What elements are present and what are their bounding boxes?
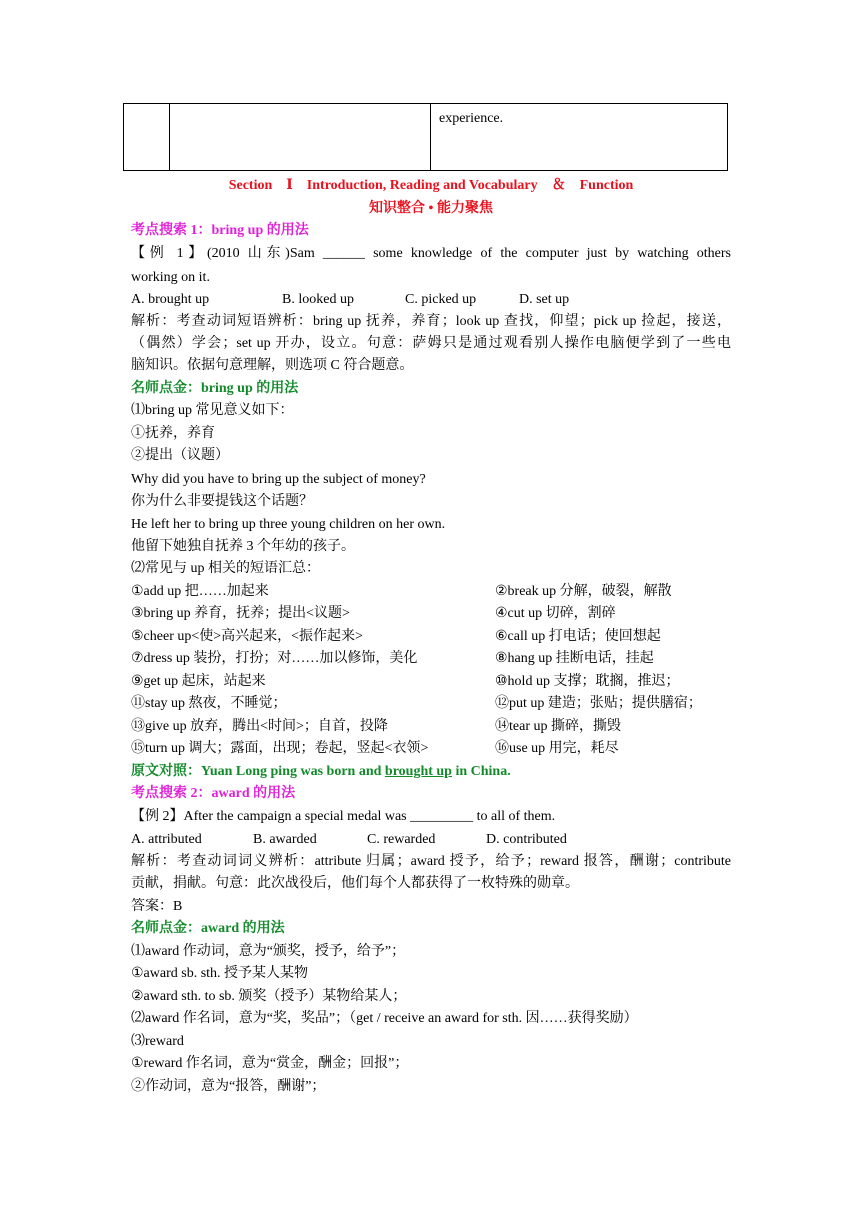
example1-line2: working on it. [131,270,210,285]
phrase-left: ⑮turn up 调大；露面，出现；卷起，竖起<衣领> [131,741,429,756]
option-d: D. set up [519,292,570,307]
phrase-right: ⑥call up 打电话；使回想起 [495,629,661,644]
phrase-row [131,649,731,669]
sentence2-cn: 他留下她独自抚养 3 个年幼的孩子。 [131,539,355,554]
award-line-3: ②award sth. to sb. 颁奖（授予）某物给某人； [131,989,407,1004]
example1-options [131,290,731,310]
award-line-1: ⑴award 作动词，意为“颁奖，授予，给予”； [131,944,406,959]
phrase-row [131,582,731,602]
section-subtitle: 知识整合 • 能力聚焦 [369,201,493,216]
analysis1-line2: （偶然）学会；set up 开办，设立。句意：萨姆只是通过观看别人操作电脑便学到了一些电 [131,336,731,351]
example1-line1: 【例 1】(2010 山东)Sam ______ some knowledge of the computer just by watching others [131,246,731,261]
option-b: B. looked up [282,292,354,307]
sentence1-cn: 你为什么非要提钱这个话题？ [131,494,313,509]
option-a: A. attributed [131,832,202,847]
phrase-right: ②break up 分解，破裂，解散 [495,584,672,599]
meaning-2: ②提出（议题） [131,448,229,463]
award-line-2: ①award sb. sth. 授予某人某物 [131,966,309,981]
phrase-right: ⑩hold up 支撑；耽搁，推迟； [495,674,680,689]
original-pre: 原文对照：Yuan Long ping was born and [131,764,385,779]
phrase-right: ⑯use up 用完，耗尽 [495,741,619,756]
meaning-1: ①抚养，养育 [131,426,215,441]
tip2-heading: 名师点金：award 的用法 [131,921,285,936]
award-line-7: ②作动词，意为“报答，酬谢”； [131,1079,326,1094]
phrase-row [131,627,731,647]
award-line-5: ⑶reward [131,1034,184,1049]
analysis2-line1: 解析：考查动词词义辨析：attribute 归属；award 授予，给予；reward 报答，酬谢；contribute [131,854,731,869]
table-cell-2 [170,104,431,171]
phrase-left: ③bring up 养育，抚养；提出<议题> [131,606,350,621]
example2-line1: 【例 2】After the campaign a special medal was _________ to all of them. [131,809,556,824]
point1-heading: 考点搜索 1：bring up 的用法 [131,223,309,238]
original-text [131,762,731,782]
example2-options [131,830,731,850]
phrase-right: ⑧hang up 挂断电话，挂起 [495,651,654,666]
sentence2-en: He left her to bring up three young children on her own. [131,517,446,532]
option-d: D. contributed [486,832,567,847]
answer2: 答案：B [131,899,183,914]
award-line-4: ⑵award 作名词，意为“奖，奖品”；（get / receive an award for sth. 因……获得奖励） [131,1011,638,1026]
sentence1-en: Why did you have to bring up the subject of money? [131,472,426,487]
award-line-6: ①reward 作名词，意为“赏金，酬金；回报”； [131,1056,409,1071]
analysis1-line3: 脑知识。依据句意理解，则选项 C 符合题意。 [131,358,414,373]
phrase-left: ⑬give up 放弃，腾出<时间>；自首，投降 [131,719,388,734]
section-title: Section Ⅰ Introduction, Reading and Vocabulary ＆ Function [228,178,634,193]
phrase-left: ⑨get up 起床，站起来 [131,674,266,689]
option-c: C. picked up [405,292,477,307]
phrase-left: ⑦dress up 装扮，打扮；对……加以修饰，美化 [131,651,418,666]
original-underlined: brought up [384,764,452,779]
analysis2-line2: 贡献，捐献。句意：此次战役后，他们每个人都获得了一枚特殊的勋章。 [131,876,579,891]
phrase-row [131,717,731,737]
option-b: B. awarded [253,832,317,847]
phrases-intro: ⑵常见与 up 相关的短语汇总： [131,561,320,576]
continuation-table [123,103,728,171]
phrase-row [131,672,731,692]
phrase-left: ①add up 把……加起来 [131,584,269,599]
phrase-left: ⑪stay up 熬夜，不睡觉； [131,696,287,711]
phrase-row [131,739,731,759]
meaning-intro: ⑴bring up 常见意义如下： [131,403,294,418]
phrase-row [131,694,731,714]
phrase-row [131,604,731,624]
phrase-right: ⑭tear up 撕碎，撕毁 [495,719,621,734]
option-a: A. brought up [131,292,210,307]
option-c: C. rewarded [367,832,436,847]
point2-heading: 考点搜索 2：award 的用法 [131,786,296,801]
tip1-heading: 名师点金：bring up 的用法 [131,381,299,396]
table-cell-1 [124,104,170,171]
phrase-right: ⑫put up 建造；张贴；提供膳宿； [495,696,702,711]
table-cell-3: experience. [431,104,728,171]
phrase-left: ⑤cheer up<使>高兴起来，<振作起来> [131,629,363,644]
original-post: in China. [451,764,511,779]
analysis1-line1: 解析：考查动词短语辨析：bring up 抚养，养育；look up 查找，仰望；pick up 捡起，接送， [131,314,731,329]
phrase-right: ④cut up 切碎，割碎 [495,606,616,621]
